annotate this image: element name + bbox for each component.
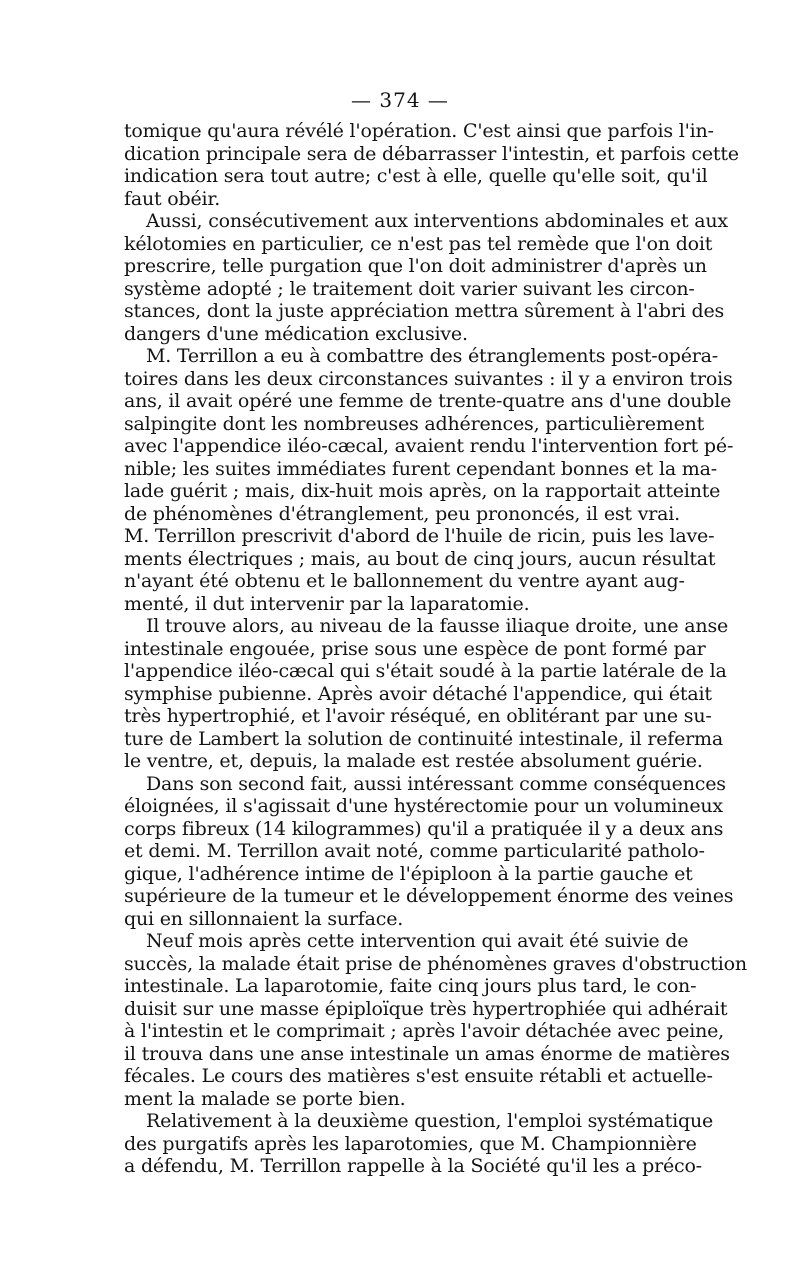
text-line: ments électriques ; mais, au bout de cinq jours, aucun résultat	[124, 547, 716, 570]
text-line: toires dans les deux circonstances suivantes : il y a environ trois	[124, 367, 733, 390]
text-line: kélotomies en particulier, ce n'est pas tel remède que l'on doit	[124, 232, 713, 255]
text-line: dication principale sera de débarrasser l'intestin, et parfois cette	[124, 142, 739, 165]
text-line: dangers d'une médication exclusive.	[124, 322, 468, 345]
body-text	[124, 120, 747, 1178]
text-line: n'ayant été obtenu et le ballonnement du ventre ayant aug-	[124, 570, 685, 592]
text-line: ans, il avait opéré une femme de trente-quatre ans d'une double	[124, 390, 732, 412]
text-line: éloignées, il s'agissait d'une hystérectomie pour un volumineux	[124, 795, 723, 817]
paragraph	[124, 1110, 714, 1178]
text-line: il trouva dans une anse intestinale un amas énorme de matières	[124, 1042, 730, 1065]
text-line: l'appendice iléo-cæcal qui s'était soudé à la partie latérale de la	[124, 660, 727, 682]
text-line: symphise pubienne. Après avoir détaché l'appendice, qui était	[124, 682, 712, 705]
text-line: avec l'appendice iléo-cæcal, avaient rendu l'intervention fort pé-	[124, 435, 734, 457]
text-line: qui en sillonnaient la surface.	[124, 907, 404, 930]
text-line: des purgatifs après les laparotomies, que M. Championnière	[124, 1132, 697, 1155]
text-line: intestinale engouée, prise sous une espèce de pont formé par	[124, 637, 706, 660]
paragraph	[124, 615, 729, 773]
text-line: stances, dont la juste appréciation mettra sûrement à l'abri des	[124, 300, 725, 322]
paragraph	[124, 930, 747, 1110]
paragraph	[124, 210, 728, 345]
text-line: à l'intestin et le comprimait ; après l'avoir détachée avec peine,	[124, 1020, 725, 1042]
text-line: ment la malade se porte bien.	[124, 1087, 406, 1110]
text-line: Aussi, consécutivement aux interventions abdominales et aux	[146, 210, 728, 232]
text-line: prescrire, telle purgation que l'on doit administrer d'après un	[124, 255, 707, 277]
text-line: salpingite dont les nombreuses adhérences, particulièrement	[124, 412, 705, 435]
text-line: a défendu, M. Terrillon rappelle à la Société qu'il les a préco-	[124, 1155, 702, 1177]
text-line: fécales. Le cours des matières s'est ensuite rétabli et actuelle-	[124, 1065, 713, 1087]
text-line: Neuf mois après cette intervention qui avait été suivie de	[146, 930, 689, 952]
text-line: Il trouve alors, au niveau de la fausse iliaque droite, une anse	[146, 615, 729, 637]
text-line: faut obéir.	[124, 187, 221, 210]
text-line: le ventre, et, depuis, la malade est restée absolument guérie.	[124, 750, 703, 772]
paragraph	[124, 772, 734, 931]
text-line: intestinale. La laparotomie, faite cinq jours plus tard, le con-	[124, 975, 697, 997]
text-line: tomique qu'aura révélé l'opération. C'est ainsi que parfois l'in-	[124, 120, 714, 142]
text-line: et demi. M. Terrillon avait noté, comme particularité patholo-	[124, 840, 705, 862]
text-line: nible; les suites immédiates furent cependant bonnes et la ma-	[124, 457, 717, 480]
text-line: menté, il dut intervenir par la laparatomie.	[124, 592, 530, 615]
text-line: Relativement à la deuxième question, l'emploi systématique	[146, 1110, 714, 1132]
page-number: — 374 —	[351, 88, 449, 112]
text-line: Dans son second fait, aussi intéressant comme conséquences	[146, 772, 726, 795]
text-line: M. Terrillon a eu à combattre des étranglements post-opéra-	[146, 345, 718, 367]
text-line: lade guérit ; mais, dix-huit mois après, on la rapportait atteinte	[124, 480, 721, 502]
text-line: ture de Lambert la solution de continuité intestinale, il referma	[124, 727, 723, 750]
text-line: indication sera tout autre; c'est à elle, quelle qu'elle soit, qu'il	[124, 165, 708, 187]
text-line: très hypertrophié, et l'avoir réséqué, en oblitérant par une su-	[124, 705, 712, 727]
text-line: M. Terrillon prescrivit d'abord de l'huile de ricin, puis les lave-	[124, 525, 715, 547]
text-line: duisit sur une masse épiploïque très hypertrophiée qui adhérait	[124, 997, 728, 1020]
text-line: gique, l'adhérence intime de l'épiploon à la partie gauche et	[124, 862, 693, 885]
text-line: supérieure de la tumeur et le développement énorme des veines	[124, 885, 734, 907]
text-line: de phénomènes d'étranglement, peu prononcés, il est vrai.	[124, 502, 680, 525]
text-line: corps fibreux (14 kilogrammes) qu'il a pratiquée il y a deux ans	[124, 817, 724, 840]
text-line: succès, la malade était prise de phénomènes graves d'obstruction	[124, 952, 747, 975]
paragraph	[124, 345, 734, 615]
text-line: système adopté ; le traitement doit varier suivant les circon-	[124, 277, 695, 300]
paragraph	[124, 120, 739, 210]
